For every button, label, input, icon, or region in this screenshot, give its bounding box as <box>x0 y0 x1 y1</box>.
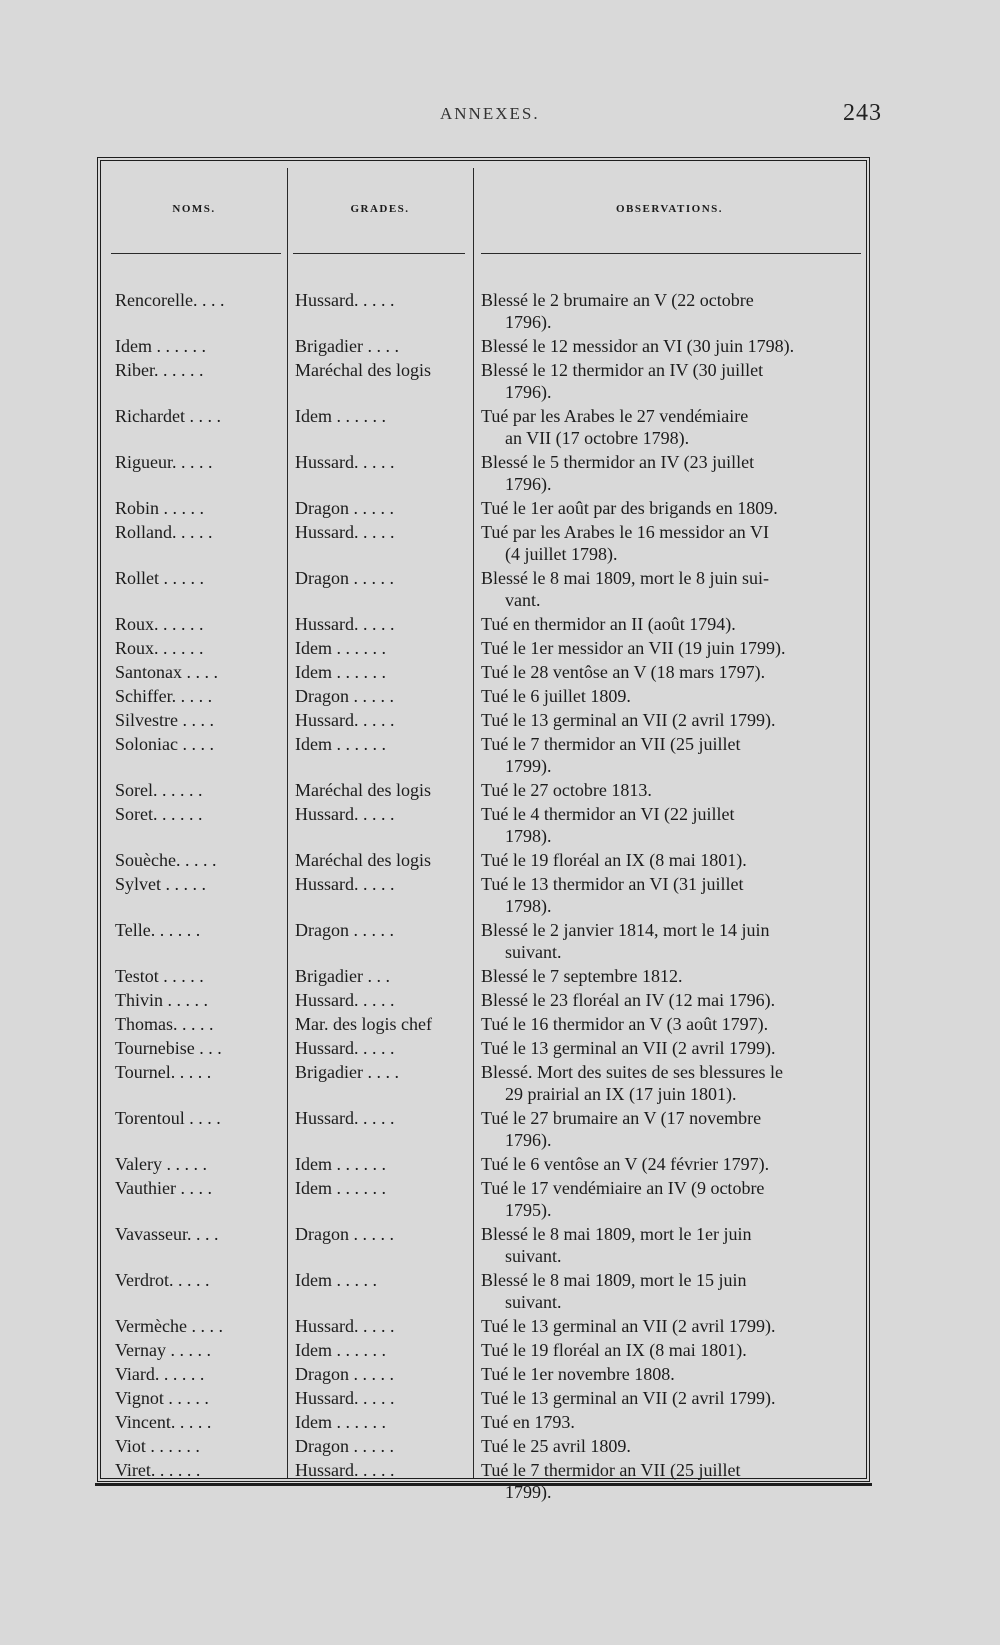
observation-line: Tué par les Arabes le 27 vendémiaire <box>481 406 749 426</box>
observation-line: Blessé le 2 brumaire an V (22 octobre <box>481 290 754 310</box>
observation-line: Tué le 13 thermidor an VI (31 juillet <box>481 874 744 894</box>
row-observation <box>481 1269 861 1313</box>
observation-line: Tué par les Arabes le 16 messidor an VI <box>481 522 769 542</box>
table-row <box>101 989 866 1011</box>
header-rule <box>111 253 281 254</box>
row-name: Vernay . . . . . <box>115 1340 211 1360</box>
table-header <box>101 161 866 256</box>
row-grade: Hussard. . . . . <box>295 710 395 730</box>
row-grade: Idem . . . . . <box>295 1270 377 1290</box>
observation-line: Tué le 16 thermidor an V (3 août 1797). <box>481 1014 769 1034</box>
row-name: Sorel. . . . . . <box>115 780 203 800</box>
observation-continuation: 1798). <box>505 896 552 916</box>
row-name: Rigueur. . . . . <box>115 452 213 472</box>
row-name: Tournel. . . . . <box>115 1062 212 1082</box>
table-row <box>101 1387 866 1409</box>
row-grade: Hussard. . . . . <box>295 290 395 310</box>
table-row <box>101 637 866 659</box>
observation-continuation: 1799). <box>505 756 552 776</box>
row-observation <box>481 289 861 333</box>
observation-continuation: 29 prairial an IX (17 juin 1801). <box>505 1084 737 1104</box>
observation-line: Tué le 27 octobre 1813. <box>481 780 652 800</box>
row-grade: Hussard. . . . . <box>295 1316 395 1336</box>
table-row <box>101 1269 866 1313</box>
row-name: Riber. . . . . . <box>115 360 204 380</box>
observation-continuation: 1796). <box>505 474 552 494</box>
row-observation <box>481 567 861 611</box>
row-observation <box>481 1459 861 1503</box>
table-row <box>101 849 866 871</box>
row-name: Valery . . . . . <box>115 1154 207 1174</box>
table-row <box>101 779 866 801</box>
row-grade: Dragon . . . . . <box>295 686 394 706</box>
row-grade: Dragon . . . . . <box>295 1436 394 1456</box>
observation-line: Tué le 7 thermidor an VII (25 juillet <box>481 1460 741 1480</box>
row-observation <box>481 989 861 1011</box>
observation-continuation: 1795). <box>505 1200 552 1220</box>
header-names: NOMS. <box>172 203 216 215</box>
row-grade: Brigadier . . . . <box>295 1062 399 1082</box>
table-row <box>101 335 866 357</box>
row-grade: Brigadier . . . <box>295 966 390 986</box>
row-name: Schiffer. . . . . <box>115 686 213 706</box>
row-observation <box>481 613 861 635</box>
row-grade: Brigadier . . . . <box>295 336 399 356</box>
row-name: Viot . . . . . . <box>115 1436 200 1456</box>
header-rule <box>481 253 861 254</box>
table-row <box>101 521 866 565</box>
observation-line: Tué le 13 germinal an VII (2 avril 1799). <box>481 1316 776 1336</box>
observation-line: Tué en thermidor an II (août 1794). <box>481 614 736 634</box>
table-row <box>101 1339 866 1361</box>
observation-continuation: 1799). <box>505 1482 552 1502</box>
observation-line: Tué en 1793. <box>481 1412 575 1432</box>
row-observation <box>481 637 861 659</box>
observation-line: Blessé le 12 messidor an VI (30 juin 1798). <box>481 336 795 356</box>
table-row <box>101 873 866 917</box>
row-observation <box>481 779 861 801</box>
row-name: Thivin . . . . . <box>115 990 208 1010</box>
row-observation <box>481 661 861 683</box>
row-name: Roux. . . . . . <box>115 614 204 634</box>
observation-line: Blessé le 8 mai 1809, mort le 8 juin sui- <box>481 568 769 588</box>
row-name: Soloniac . . . . <box>115 734 214 754</box>
observation-continuation: suivant. <box>505 1292 562 1312</box>
row-observation <box>481 1339 861 1361</box>
observation-line: Tué le 7 thermidor an VII (25 juillet <box>481 734 741 754</box>
table-row <box>101 1177 866 1221</box>
row-grade: Idem . . . . . . <box>295 638 386 658</box>
table-row <box>101 1107 866 1151</box>
observation-line: Blessé le 7 septembre 1812. <box>481 966 683 986</box>
row-grade: Hussard. . . . . <box>295 874 395 894</box>
table-row <box>101 733 866 777</box>
row-name: Silvestre . . . . <box>115 710 214 730</box>
row-name: Verdrot. . . . . <box>115 1270 210 1290</box>
observation-line: Tué le 6 juillet 1809. <box>481 686 631 706</box>
row-grade: Dragon . . . . . <box>295 1224 394 1244</box>
observation-line: Blessé le 8 mai 1809, mort le 15 juin <box>481 1270 747 1290</box>
observation-line: Tué le 27 brumaire an V (17 novembre <box>481 1108 762 1128</box>
row-observation <box>481 919 861 963</box>
row-observation <box>481 1061 861 1105</box>
observation-line: Tué le 13 germinal an VII (2 avril 1799). <box>481 1388 776 1408</box>
table-row <box>101 405 866 449</box>
header-rule <box>293 253 465 254</box>
row-name: Souèche. . . . . <box>115 850 217 870</box>
row-observation <box>481 359 861 403</box>
row-observation <box>481 709 861 731</box>
row-observation <box>481 1387 861 1409</box>
row-grade: Dragon . . . . . <box>295 1364 394 1384</box>
observation-continuation: vant. <box>505 590 541 610</box>
observation-line: Tué le 13 germinal an VII (2 avril 1799). <box>481 1038 776 1058</box>
row-grade: Mar. des logis chef <box>295 1014 432 1034</box>
row-observation <box>481 335 861 357</box>
table-row <box>101 289 866 333</box>
row-grade: Idem . . . . . . <box>295 1340 386 1360</box>
table-row <box>101 613 866 635</box>
observation-line: Blessé le 8 mai 1809, mort le 1er juin <box>481 1224 752 1244</box>
row-grade: Hussard. . . . . <box>295 1460 395 1480</box>
row-grade: Maréchal des logis <box>295 780 431 800</box>
table-row <box>101 1153 866 1175</box>
row-observation <box>481 1411 861 1433</box>
row-grade: Idem . . . . . . <box>295 406 386 426</box>
observation-line: Tué le 17 vendémiaire an IV (9 octobre <box>481 1178 765 1198</box>
row-name: Idem . . . . . . <box>115 336 206 356</box>
observation-continuation: suivant. <box>505 1246 562 1266</box>
table-row <box>101 709 866 731</box>
row-name: Testot . . . . . <box>115 966 204 986</box>
row-grade: Hussard. . . . . <box>295 522 395 542</box>
running-head: ANNEXES. <box>440 104 540 123</box>
row-observation <box>481 1435 861 1457</box>
row-grade: Hussard. . . . . <box>295 452 395 472</box>
observation-line: Blessé le 2 janvier 1814, mort le 14 juin <box>481 920 770 940</box>
casualty-table <box>97 157 870 1502</box>
row-name: Sylvet . . . . . <box>115 874 207 894</box>
page-number: 243 <box>843 100 882 126</box>
row-grade: Hussard. . . . . <box>295 1038 395 1058</box>
table-row <box>101 1061 866 1105</box>
table-row <box>101 965 866 987</box>
table-row <box>101 1363 866 1385</box>
row-observation <box>481 521 861 565</box>
observation-continuation: 1798). <box>505 826 552 846</box>
row-observation <box>481 405 861 449</box>
row-name: Robin . . . . . <box>115 498 205 518</box>
row-name: Richardet . . . . <box>115 406 221 426</box>
row-grade: Hussard. . . . . <box>295 614 395 634</box>
row-observation <box>481 849 861 871</box>
table-row <box>101 1459 866 1503</box>
table-row <box>101 1435 866 1457</box>
row-grade: Hussard. . . . . <box>295 1108 395 1128</box>
row-grade: Idem . . . . . . <box>295 662 386 682</box>
row-observation <box>481 1107 861 1151</box>
row-name: Viret. . . . . . <box>115 1460 201 1480</box>
row-name: Rollet . . . . . <box>115 568 204 588</box>
row-name: Santonax . . . . <box>115 662 218 682</box>
row-grade: Hussard. . . . . <box>295 990 395 1010</box>
row-observation <box>481 451 861 495</box>
observation-line: Blessé le 12 thermidor an IV (30 juillet <box>481 360 764 380</box>
row-grade: Hussard. . . . . <box>295 804 395 824</box>
row-name: Torentoul . . . . <box>115 1108 221 1128</box>
observation-continuation: (4 juillet 1798). <box>505 544 618 564</box>
observation-line: Blessé. Mort des suites de ses blessures le <box>481 1062 783 1082</box>
table-row <box>101 359 866 403</box>
row-name: Telle. . . . . . <box>115 920 201 940</box>
observation-line: Tué le 1er novembre 1808. <box>481 1364 675 1384</box>
row-name: Viard. . . . . . <box>115 1364 205 1384</box>
row-grade: Idem . . . . . . <box>295 1412 386 1432</box>
observation-continuation: an VII (17 octobre 1798). <box>505 428 690 448</box>
row-grade: Idem . . . . . . <box>295 1178 386 1198</box>
table-row <box>101 1013 866 1035</box>
observation-line: Tué le 19 floréal an IX (8 mai 1801). <box>481 850 747 870</box>
table-row <box>101 567 866 611</box>
row-observation <box>481 1153 861 1175</box>
row-grade: Dragon . . . . . <box>295 568 394 588</box>
observation-line: Tué le 13 germinal an VII (2 avril 1799). <box>481 710 776 730</box>
row-observation <box>481 1363 861 1385</box>
row-observation <box>481 1177 861 1221</box>
observation-line: Tué le 6 ventôse an V (24 février 1797). <box>481 1154 770 1174</box>
table-row <box>101 1315 866 1337</box>
observation-line: Tué le 19 floréal an IX (8 mai 1801). <box>481 1340 747 1360</box>
row-name: Rencorelle. . . . <box>115 290 225 310</box>
row-observation <box>481 873 861 917</box>
row-name: Vincent. . . . . <box>115 1412 212 1432</box>
observation-continuation: 1796). <box>505 1130 552 1150</box>
row-name: Soret. . . . . . <box>115 804 203 824</box>
row-observation <box>481 733 861 777</box>
table-row <box>101 919 866 963</box>
row-name: Thomas. . . . . <box>115 1014 214 1034</box>
observation-line: Tué le 1er messidor an VII (19 juin 1799). <box>481 638 786 658</box>
row-observation <box>481 803 861 847</box>
row-grade: Dragon . . . . . <box>295 498 394 518</box>
row-name: Roux. . . . . . <box>115 638 204 658</box>
row-observation <box>481 1223 861 1267</box>
header-observations: OBSERVATIONS. <box>615 203 724 215</box>
table-row <box>101 451 866 495</box>
row-name: Tournebise . . . <box>115 1038 222 1058</box>
row-name: Vauthier . . . . <box>115 1178 212 1198</box>
row-name: Vignot . . . . . <box>115 1388 209 1408</box>
row-observation <box>481 965 861 987</box>
row-observation <box>481 1013 861 1035</box>
row-observation <box>481 497 861 519</box>
table-body <box>101 289 866 1505</box>
observation-continuation: suivant. <box>505 942 562 962</box>
observation-continuation: 1796). <box>505 312 552 332</box>
table-row <box>101 661 866 683</box>
table-row <box>101 1037 866 1059</box>
row-observation <box>481 685 861 707</box>
table-row <box>101 685 866 707</box>
row-grade: Maréchal des logis <box>295 850 431 870</box>
observation-line: Tué le 28 ventôse an V (18 mars 1797). <box>481 662 766 682</box>
row-grade: Idem . . . . . . <box>295 1154 386 1174</box>
row-grade: Idem . . . . . . <box>295 734 386 754</box>
observation-line: Tué le 25 avril 1809. <box>481 1436 631 1456</box>
row-grade: Maréchal des logis <box>295 360 431 380</box>
row-grade: Hussard. . . . . <box>295 1388 395 1408</box>
row-grade: Dragon . . . . . <box>295 920 394 940</box>
table-row <box>101 497 866 519</box>
row-observation <box>481 1037 861 1059</box>
observation-line: Tué le 4 thermidor an VI (22 juillet <box>481 804 735 824</box>
observation-line: Blessé le 5 thermidor an IV (23 juillet <box>481 452 755 472</box>
row-name: Rolland. . . . . <box>115 522 213 542</box>
table-row <box>101 1223 866 1267</box>
table-row <box>101 1411 866 1433</box>
table-row <box>101 803 866 847</box>
row-name: Vermèche . . . . <box>115 1316 223 1336</box>
observation-continuation: 1796). <box>505 382 552 402</box>
row-observation <box>481 1315 861 1337</box>
observation-line: Blessé le 23 floréal an IV (12 mai 1796). <box>481 990 776 1010</box>
observation-line: Tué le 1er août par des brigands en 1809. <box>481 498 778 518</box>
row-name: Vavasseur. . . . <box>115 1224 219 1244</box>
header-grades: GRADES. <box>350 203 410 215</box>
